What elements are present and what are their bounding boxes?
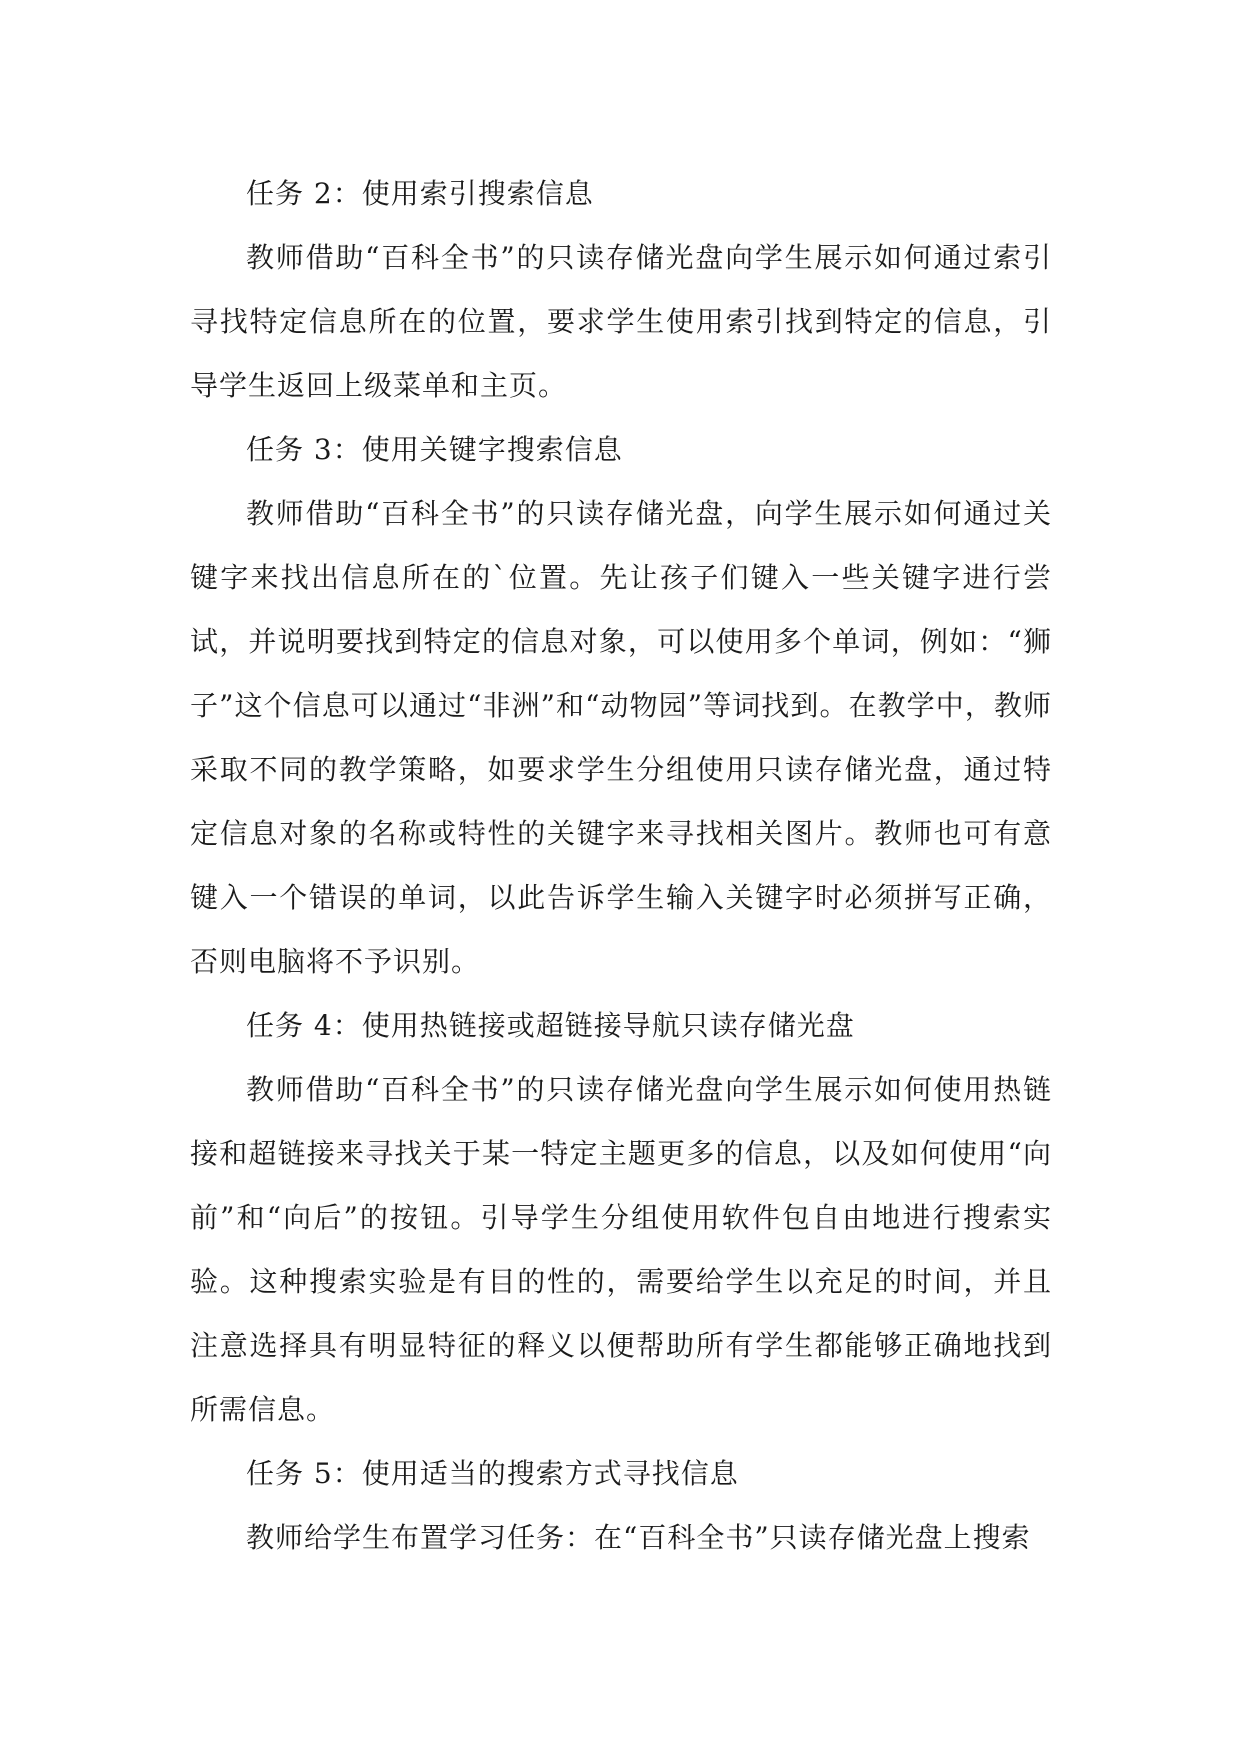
task-5-heading: 任务 5：使用适当的搜索方式寻找信息 — [246, 1457, 739, 1490]
document-page — [190, 162, 1052, 1570]
task-2-heading: 任务 2：使用索引搜索信息 — [246, 177, 594, 210]
task-2-paragraph: 教师借助“百科全书”的只读存储光盘向学生展示如何通过索引寻找特定信息所在的位置，要求学生使用索引找到特定的信息，引导学生返回上级菜单和主页。 — [190, 241, 1052, 402]
task-4-paragraph: 教师借助“百科全书”的只读存储光盘向学生展示如何使用热链接和超链接来寻找关于某一特定主题更多的信息，以及如何使用“向前”和“向后”的按钮。引导学生分组使用软件包自由地进行搜索实验。这种搜索实验是有目的性的，需要给学生以充足的时间，并且注意选择具有明显特征的释义以便帮助所有学生都能够正确地找到所需信息。 — [190, 1073, 1052, 1426]
task-5-paragraph: 教师给学生布置学习任务：在“百科全书”只读存储光盘上搜索 — [246, 1521, 1031, 1554]
task-3-paragraph: 教师借助“百科全书”的只读存储光盘，向学生展示如何通过关键字来找出信息所在的`位置。先让孩子们键入一些关键字进行尝试，并说明要找到特定的信息对象，可以使用多个单词，例如：“狮子”这个信息可以通过“非洲”和“动物园”等词找到。在教学中，教师采取不同的教学策略，如要求学生分组使用只读存储光盘，通过特定信息对象的名称或特性的关键字来寻找相关图片。教师也可有意键入一个错误的单词，以此告诉学生输入关键字时必须拼写正确，否则电脑将不予识别。 — [190, 497, 1052, 978]
task-3-heading: 任务 3：使用关键字搜索信息 — [246, 433, 623, 466]
task-4-heading: 任务 4：使用热链接或超链接导航只读存储光盘 — [246, 1009, 855, 1042]
